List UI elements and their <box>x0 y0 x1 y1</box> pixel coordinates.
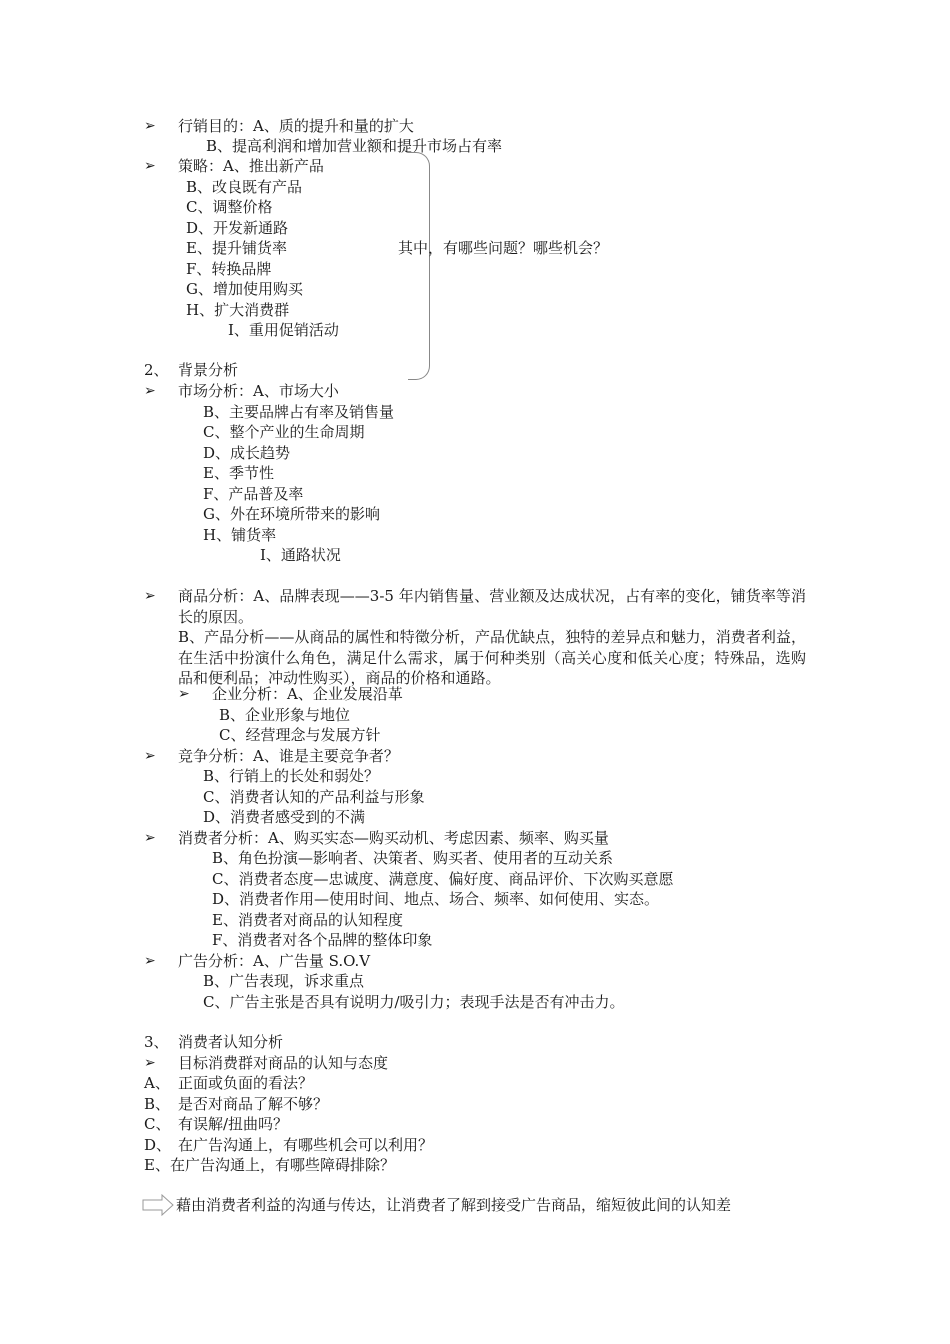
question-mark: A、 <box>144 1074 170 1092</box>
section-number: 3、 <box>144 1033 169 1051</box>
strategy-item: F、转换品牌 <box>186 260 272 278</box>
section-heading: 背景分析 <box>178 361 239 379</box>
competition-item: C、消费者认知的产品利益与形象 <box>203 788 425 806</box>
bullet-icon: ➢ <box>144 588 156 604</box>
strategy-item: I、重用促销活动 <box>228 321 339 339</box>
strategy-item: C、调整价格 <box>186 198 273 216</box>
consumer-item: E、消费者对商品的认知程度 <box>212 911 403 929</box>
question-mark: B、 <box>144 1095 171 1113</box>
consumer-label: 消费者分析：A、购买实态—购买动机、考虑因素、频率、购买量 <box>178 829 609 847</box>
section-heading: 消费者认知分析 <box>178 1033 284 1051</box>
right-brace <box>408 152 430 380</box>
strategy-label: 策略：A、推出新产品 <box>178 157 324 175</box>
strategy-item: D、开发新通路 <box>186 219 289 237</box>
bullet-icon: ➢ <box>144 383 156 399</box>
bullet-icon: ➢ <box>144 158 156 174</box>
bullet-icon: ➢ <box>144 953 156 969</box>
consumer-item: D、消费者作用—使用时间、地点、场合、频率、如何使用、实态。 <box>212 890 660 908</box>
market-label: 市场分析：A、市场大小 <box>178 382 339 400</box>
consumer-item: B、角色扮演—影响者、决策者、购买者、使用者的互动关系 <box>212 849 614 867</box>
bullet-icon: ➢ <box>144 118 156 134</box>
question-mark: C、 <box>144 1115 171 1133</box>
section-number: 2、 <box>144 361 169 379</box>
competition-item: D、消费者感受到的不满 <box>203 808 366 826</box>
ad-item: C、广告主张是否具有说明力/吸引力；表现手法是否有冲击力。 <box>203 993 625 1011</box>
market-item: B、主要品牌占有率及销售量 <box>203 403 395 421</box>
consumer-item: F、消费者对各个品牌的整体印象 <box>212 931 433 949</box>
bullet-icon: ➢ <box>144 830 156 846</box>
target-label: 目标消费群对商品的认知与态度 <box>178 1054 389 1072</box>
strategy-item: G、增加使用购买 <box>186 280 303 298</box>
enterprise-item: B、企业形象与地位 <box>219 706 351 724</box>
enterprise-label: 企业分析：A、企业发展沿革 <box>212 685 403 703</box>
goal-item-b: B、提高利润和增加营业额和提升市场占有率 <box>206 137 503 155</box>
question-text: 在广告沟通上，有哪些机会可以利用？ <box>178 1136 434 1154</box>
product-analysis-b: B、产品分析——从商品的属性和特徵分析，产品优缺点，独特的差异点和魅力，消费者利益，在生活中扮演什么角色，满足什么需求，属于何种类别（高关心度和低关心度；特殊品，选购品和便利品；冲动性购买），商品的价格和通路。 <box>178 628 806 687</box>
ad-label: 广告分析：A、广告量 S.O.V <box>178 952 371 970</box>
brace-note: 其中，有哪些问题？哪些机会？ <box>398 239 609 257</box>
market-item: G、外在环境所带来的影响 <box>203 505 380 523</box>
bullet-icon: ➢ <box>144 1055 156 1071</box>
question-e: E、在广告沟通上，有哪些障碍排除？ <box>144 1156 395 1174</box>
enterprise-item: C、经营理念与发展方针 <box>219 726 381 744</box>
question-text: 有误解/扭曲吗？ <box>178 1115 289 1133</box>
market-item: D、成长趋势 <box>203 444 291 462</box>
strategy-item: E、提升铺货率 <box>186 239 287 257</box>
question-text: 正面或负面的看法？ <box>178 1074 314 1092</box>
consumer-item: C、消费者态度—忠诚度、满意度、偏好度、商品评价、下次购买意愿 <box>212 870 674 888</box>
competition-item: B、行销上的长处和弱处？ <box>203 767 380 785</box>
bullet-icon: ➢ <box>144 748 156 764</box>
arrow-right-icon <box>142 1194 174 1216</box>
market-item: E、季节性 <box>203 464 274 482</box>
goal-label: 行销目的：A、质的提升和量的扩大 <box>178 117 414 135</box>
market-item: C、整个产业的生命周期 <box>203 423 365 441</box>
competition-label: 竞争分析：A、谁是主要竞争者？ <box>178 747 399 765</box>
product-analysis-a: 商品分析：A、品牌表现——3-5 年内销售量、营业额及达成状况，占有率的变化，铺货率等消长的原因。 <box>178 587 806 626</box>
market-item: I、通路状况 <box>260 546 341 564</box>
market-item: H、铺货率 <box>203 526 277 544</box>
strategy-item: B、改良既有产品 <box>186 178 303 196</box>
ad-item: B、广告表现，诉求重点 <box>203 972 365 990</box>
bullet-icon: ➢ <box>178 686 190 702</box>
question-mark: D、 <box>144 1136 172 1154</box>
market-item: F、产品普及率 <box>203 485 304 503</box>
question-text: 是否对商品了解不够？ <box>178 1095 329 1113</box>
conclusion-text: 藉由消费者利益的沟通与传达，让消费者了解到接受广告商品，缩短彼此间的认知差 <box>176 1196 732 1214</box>
strategy-item: H、扩大消费群 <box>186 301 290 319</box>
